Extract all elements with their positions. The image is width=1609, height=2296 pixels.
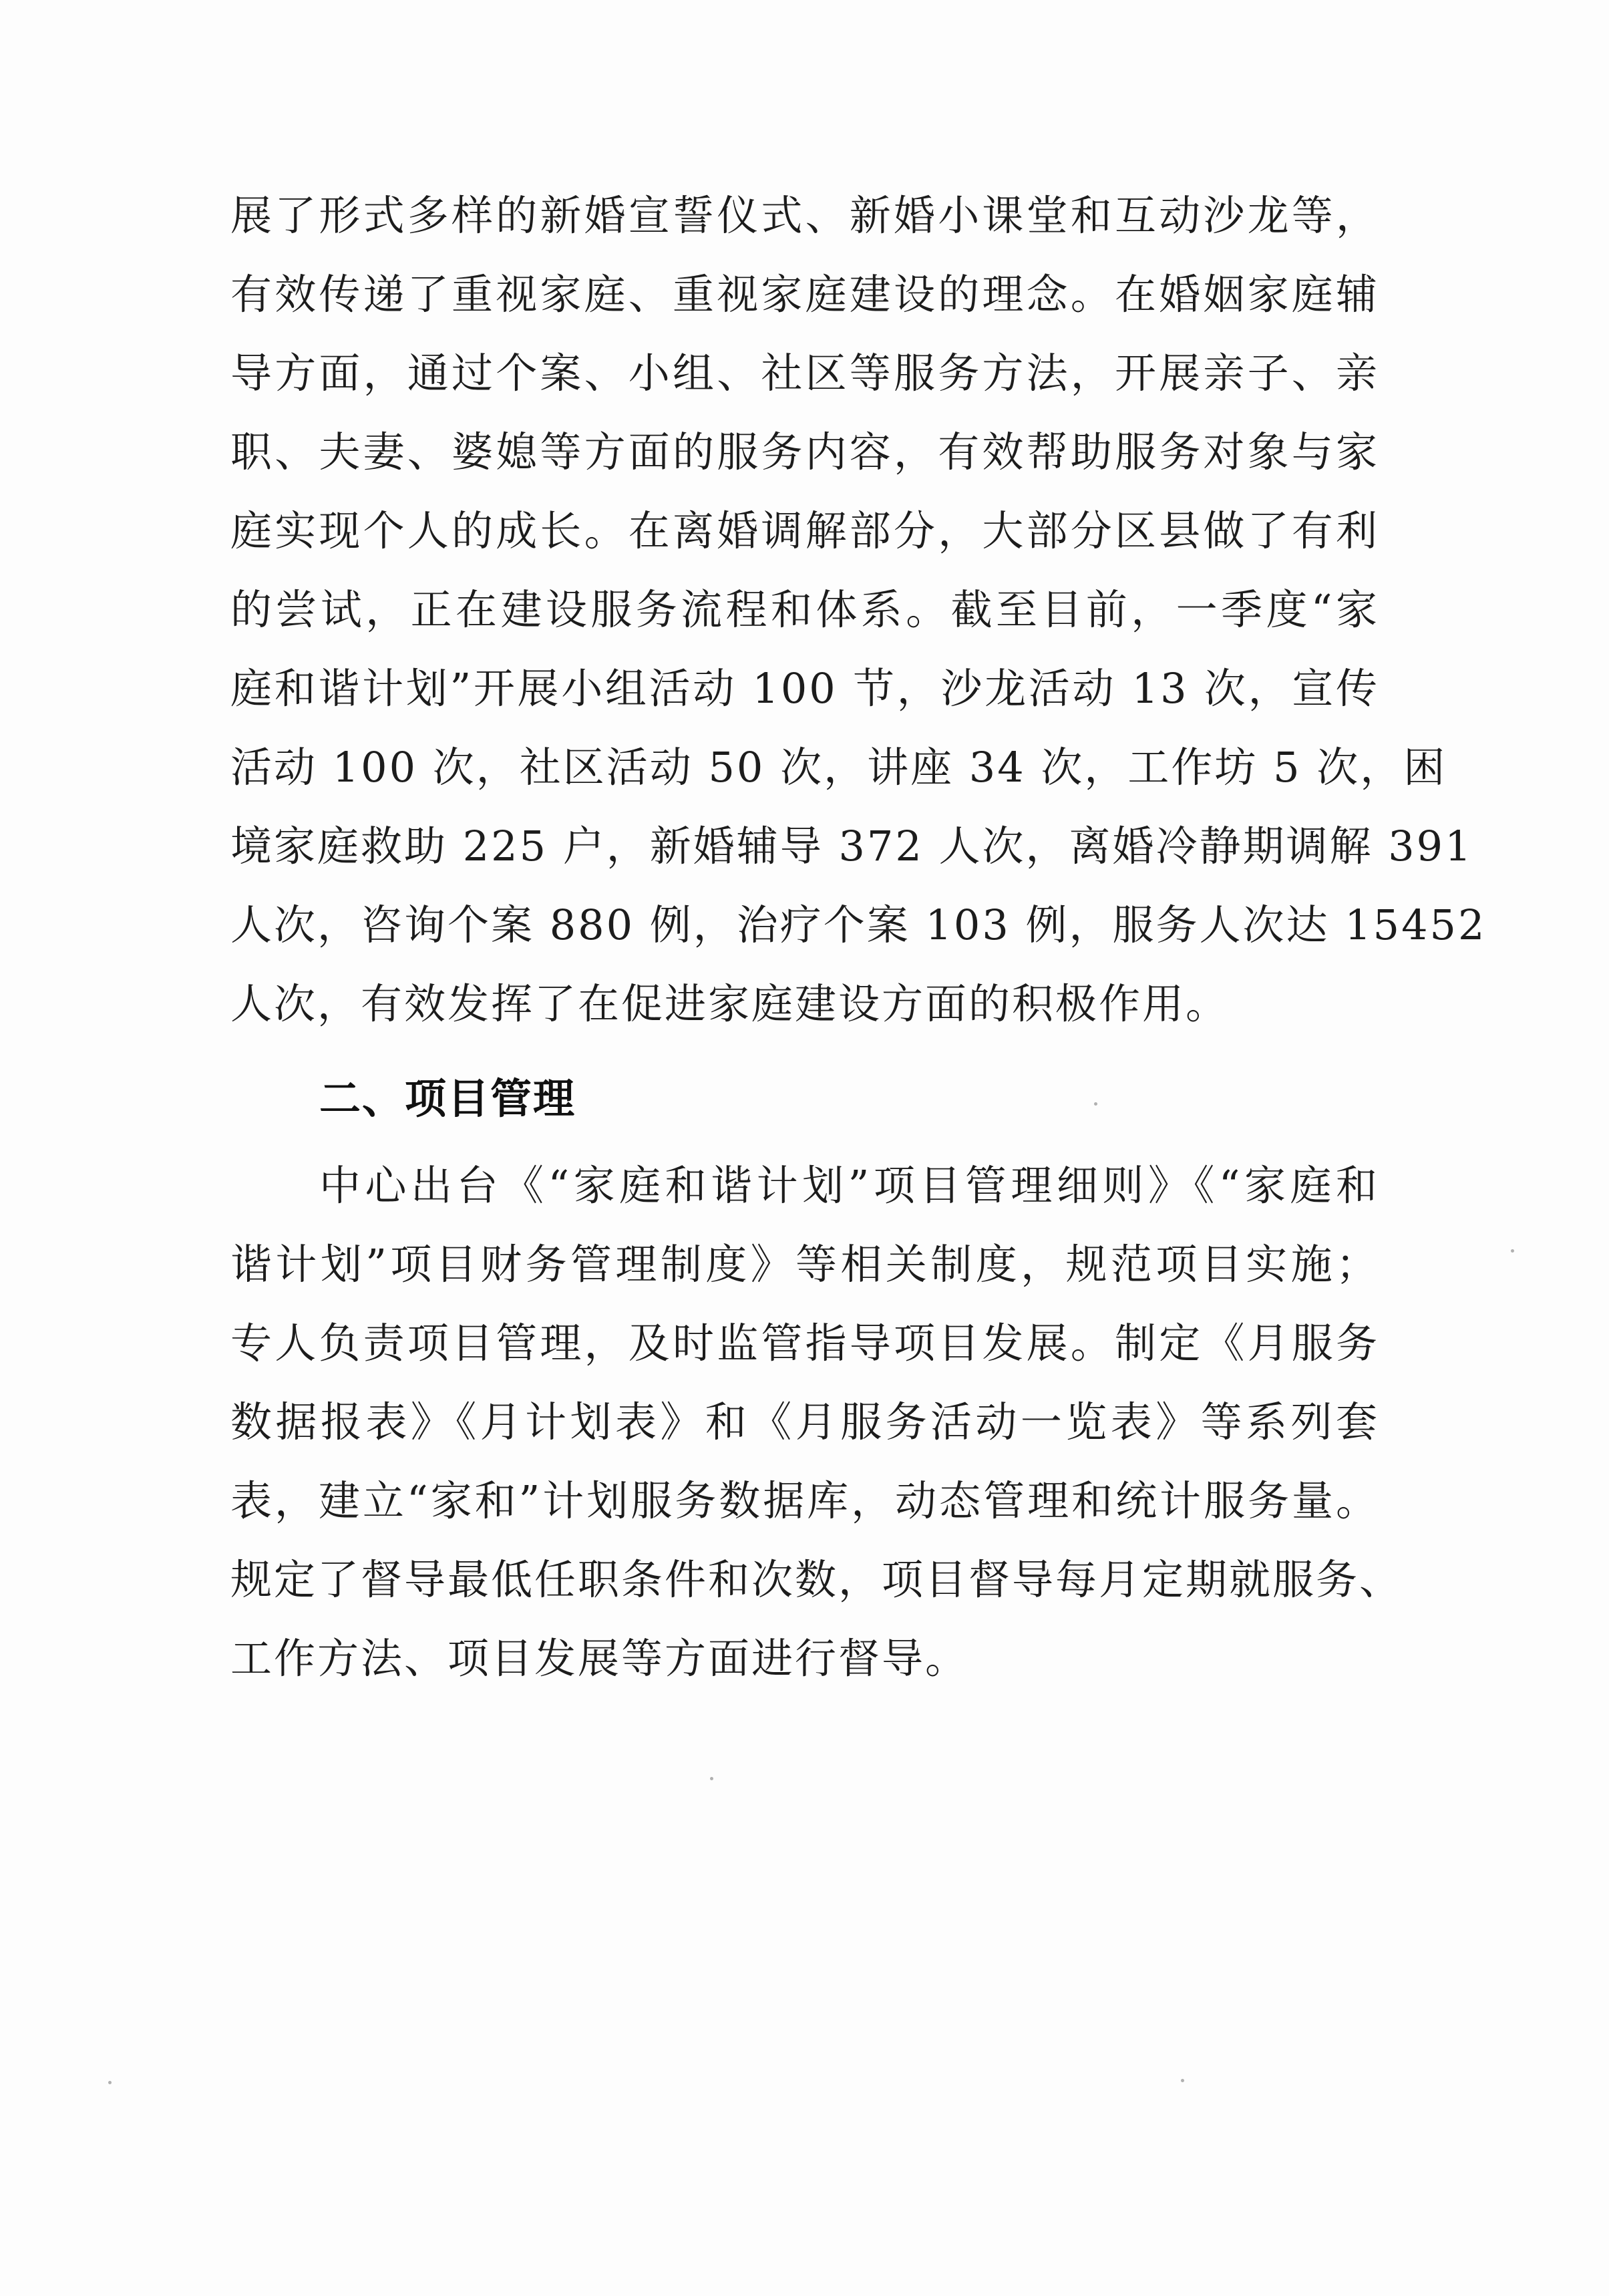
paragraph-line: 展了形式多样的新婚宣誓仪式、新婚小课堂和互动沙龙等，: [230, 191, 1379, 240]
scan-speck: [108, 2081, 112, 2084]
paragraph-line: 专人负责项目管理，及时监管指导项目发展。制定《月服务: [230, 1319, 1379, 1367]
section-2-heading: 二、项目管理: [319, 1074, 576, 1123]
paragraph-line: 活动 100 次，社区活动 50 次，讲座 34 次，工作坊 5 次，困: [230, 743, 1447, 792]
paragraph-line: 庭实现个人的成长。在离婚调解部分，大部分区县做了有利: [230, 506, 1379, 555]
paragraph-line: 职、夫妻、婆媳等方面的服务内容，有效帮助服务对象与家: [230, 428, 1379, 476]
paragraph-line: 庭和谐计划”开展小组活动 100 节，沙龙活动 13 次，宣传: [230, 664, 1379, 713]
paragraph-line: 有效传递了重视家庭、重视家庭建设的理念。在婚姻家庭辅: [230, 270, 1379, 319]
paragraph-line: 中心出台《“家庭和谐计划”项目管理细则》《“家庭和: [319, 1161, 1379, 1210]
paragraph-line: 境家庭救助 225 户，新婚辅导 372 人次，离婚冷静期调解 391: [230, 822, 1473, 870]
scan-speck: [1511, 1249, 1514, 1253]
paragraph-line: 工作方法、项目发展等方面进行督导。: [230, 1634, 969, 1683]
paragraph-line: 人次，有效发挥了在促进家庭建设方面的积极作用。: [230, 979, 1230, 1028]
paragraph-line: 数据报表》《月计划表》和《月服务活动一览表》等系列套: [230, 1398, 1379, 1446]
paragraph-line: 规定了督导最低任职条件和次数，项目督导每月定期就服务、: [230, 1555, 1403, 1604]
scan-speck: [1181, 2079, 1184, 2082]
paragraph-line: 导方面，通过个案、小组、社区等服务方法，开展亲子、亲: [230, 349, 1379, 397]
paragraph-line: 的尝试，正在建设服务流程和体系。截至目前，一季度“家: [230, 585, 1379, 634]
scan-speck: [710, 1777, 713, 1780]
paragraph-line: 表，建立“家和”计划服务数据库，动态管理和统计服务量。: [230, 1476, 1379, 1525]
paragraph-line: 人次，咨询个案 880 例，治疗个案 103 例，服务人次达 15452: [230, 900, 1487, 949]
paragraph-line: 谐计划”项目财务管理制度》等相关制度，规范项目实施；: [230, 1240, 1379, 1289]
scan-speck: [1094, 1102, 1097, 1106]
